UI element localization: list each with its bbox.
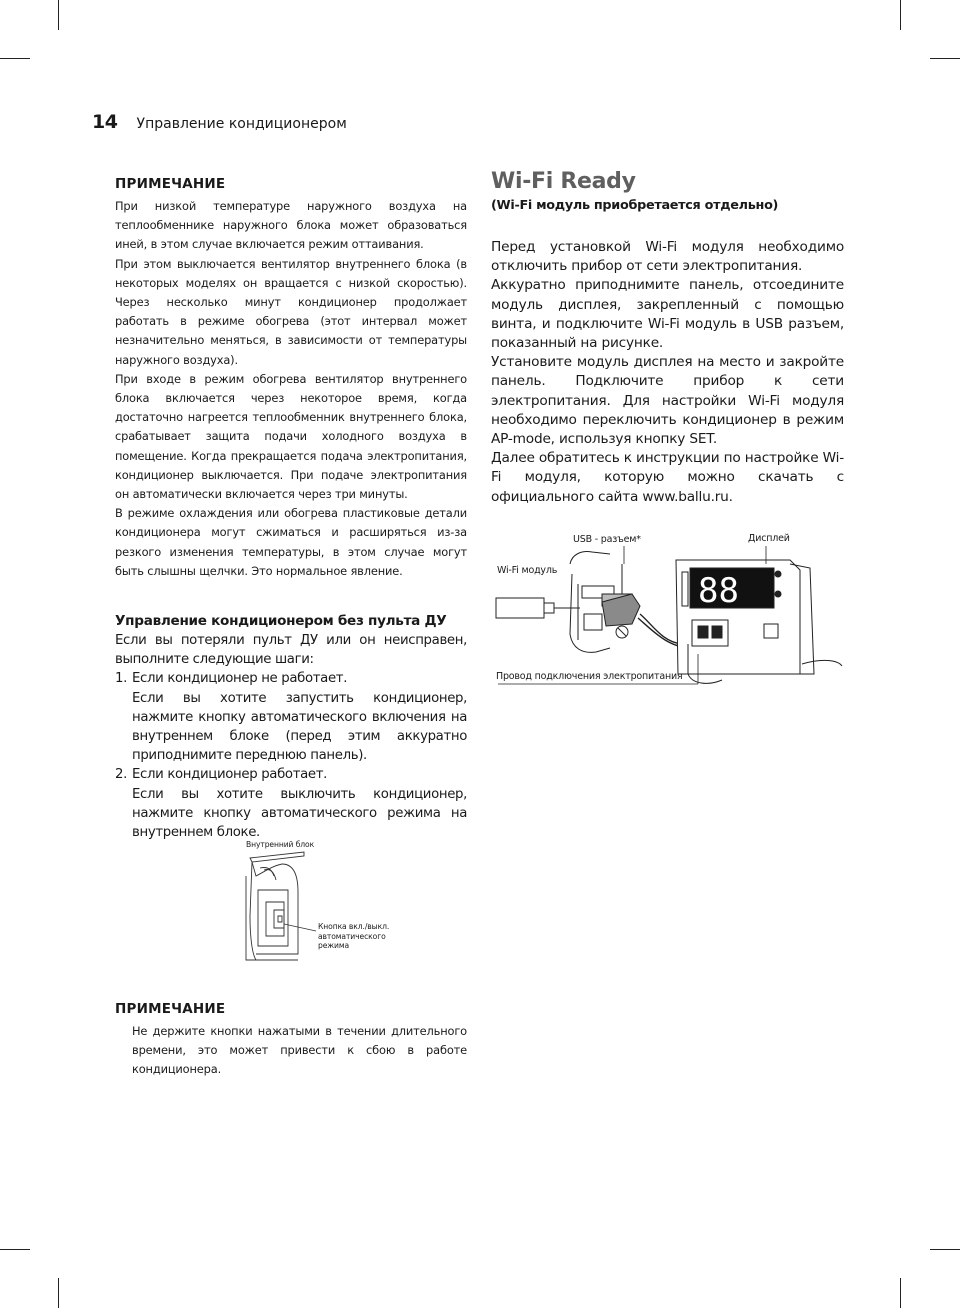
- svg-text:88: 88: [698, 571, 739, 611]
- step-title: Если кондиционер работает.: [132, 767, 328, 783]
- note-paragraph: При входе в режим обогрева вентилятор внутреннего блока включается через некоторое время, когда достаточно нагреется теплообменник внутреннего блока, срабатывает защита подачи холодного воздуха в помещение. Когда прекращается подача электропитания, кондиционер выключается. При подаче электропитания он автоматически включается через три минуты.: [115, 371, 467, 502]
- wifi-paragraph: Аккуратно приподнимите панель, отсоедините модуль дисплея, закрепленный с помощью винта, и подключите Wi-Fi модуль в USB разъем, показанный на рисунке.: [491, 277, 844, 352]
- section-title: Управление кондиционером: [136, 116, 347, 132]
- wifi-install-figure: [492, 524, 844, 689]
- wifi-paragraph: Установите модуль дисплея на место и закройте панель. Подключите прибор к сети электропитания. Для настройки Wi-Fi модуля необходимо переключить кондиционер в режим AP-mode, используя кнопку SET.: [491, 354, 844, 448]
- note-paragraph: В режиме охлаждения или обогрева пластиковые детали кондиционера могут сжиматься и расширяться из-за резкого изменения температуры, в этом случае могут быть слышны щелчки. Это нормальное явление.: [115, 506, 467, 578]
- button-label: [318, 922, 389, 951]
- step-title: Если кондиционер не работает.: [132, 671, 348, 687]
- wifi-paragraph: Перед установкой Wi-Fi модуля необходимо отключить прибор от сети электропитания.: [491, 239, 844, 275]
- manual-control-section: [115, 612, 467, 842]
- crop-mark: [900, 0, 901, 30]
- button-label-line: режима: [318, 941, 350, 950]
- crop-mark: [0, 58, 30, 59]
- note2-block: [115, 1001, 467, 1080]
- crop-mark: [930, 58, 960, 59]
- indoor-unit-figure: [238, 836, 398, 968]
- note2-text: Не держите кнопки нажатыми в течении длительного времени, это может привести к сбою в работе кондиционера.: [132, 1024, 467, 1077]
- wifi-install-illustration: [492, 524, 844, 689]
- note-block: [115, 176, 467, 581]
- indoor-unit-label: Внутренний блок: [246, 840, 315, 849]
- step-item: [115, 669, 467, 765]
- button-label-line: Кнопка вкл./выкл.: [318, 922, 390, 931]
- wifi-paragraph: Далее обратитесь к инструкции по настройке Wi-Fi модуля, которую можно скачать с официального сайта www.ballu.ru.: [491, 450, 844, 505]
- wifi-subtitle: (Wi-Fi модуль приобретается отдельно): [491, 198, 779, 213]
- page-number: 14: [92, 111, 118, 133]
- manual-control-heading: Управление кондиционером без пульта ДУ: [115, 613, 447, 630]
- power-cable-label: Провод подключения электропитания: [496, 671, 683, 682]
- usb-connector-label: USB - разъем*: [573, 534, 641, 545]
- step-item: [115, 765, 467, 842]
- crop-mark: [58, 0, 59, 30]
- note2-heading: ПРИМЕЧАНИЕ: [115, 1001, 226, 1017]
- left-column: [115, 176, 467, 842]
- crop-mark: [0, 1249, 30, 1250]
- right-column: [491, 168, 844, 507]
- crop-mark: [58, 1278, 59, 1308]
- note-paragraph: При низкой температуре наружного воздуха на теплообменнике наружного блока может образоваться иней, в этом случае включается режим оттаивания.: [115, 199, 467, 252]
- wifi-module-label: Wi-Fi модуль: [497, 565, 558, 576]
- crop-mark: [900, 1278, 901, 1308]
- steps-list: [115, 669, 467, 842]
- button-label-line: автоматического: [318, 931, 386, 941]
- crop-mark: [930, 1249, 960, 1250]
- note-heading: ПРИМЕЧАНИЕ: [115, 176, 226, 192]
- display-label: Дисплей: [748, 533, 790, 544]
- step-number: 1.: [115, 671, 127, 687]
- step-text: Если вы хотите выключить кондиционер, нажмите кнопку автоматического режима на внутреннем блоке.: [132, 786, 467, 841]
- manual-control-intro: Если вы потеряли пульт ДУ или он неисправен, выполните следующие шаги:: [115, 633, 467, 668]
- note-paragraph: При этом выключается вентилятор внутреннего блока (в некоторых моделях он вращается с низкой скоростью). Через несколько минут кондиционер продолжает работать в режиме обогрева (этот интервал может незначительно меняться, в зависимости от температуры наружного воздуха).: [115, 256, 467, 367]
- step-text: Если вы хотите запустить кондиционер, нажмите кнопку автоматического включения на внутреннем блоке (перед этим аккуратно приподнимите переднюю панель).: [132, 690, 467, 764]
- page-header: [92, 111, 347, 135]
- step-number: 2.: [115, 767, 127, 783]
- wifi-title: Wi-Fi Ready: [491, 169, 636, 194]
